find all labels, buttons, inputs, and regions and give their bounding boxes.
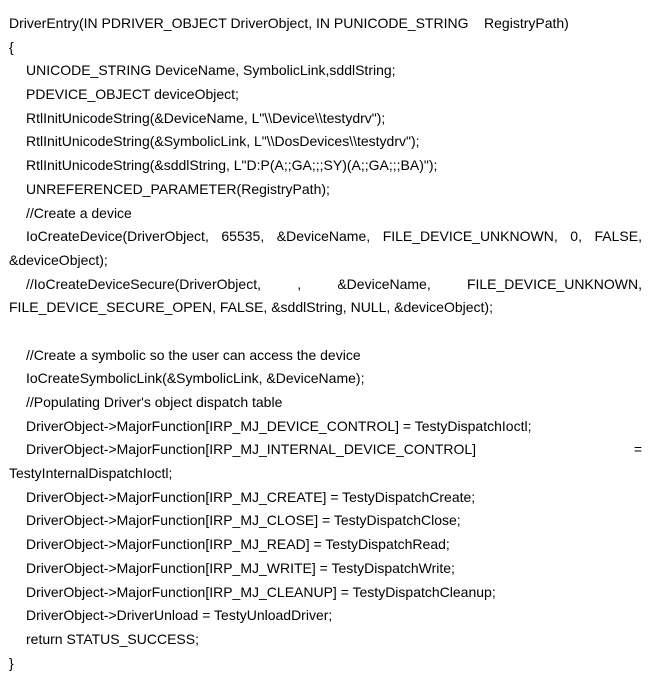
code-line-blank <box>9 320 642 344</box>
code-line-internal-device-control <box>9 438 642 462</box>
code-line-internal-dispatch-ioctl: TestyInternalDispatchIoctl; <box>9 465 173 482</box>
code-line-declare-device-object: PDEVICE_OBJECT deviceObject; <box>26 86 239 103</box>
code-line-irp-read: DriverObject->MajorFunction[IRP_MJ_READ] = TestyDispatchRead; <box>26 536 450 553</box>
code-line-irp-create: DriverObject->MajorFunction[IRP_MJ_CREATE] = TestyDispatchCreate; <box>26 488 476 505</box>
code-word: &DeviceName, <box>276 228 371 245</box>
code-word: &DeviceName, <box>337 275 431 292</box>
code-line-close-brace: } <box>9 654 14 671</box>
code-line-io-create-device-secure <box>9 273 642 297</box>
code-line-unreferenced-parameter: UNREFERENCED_PARAMETER(RegistryPath); <box>26 180 330 197</box>
code-line-init-sddl-string: RtlInitUnicodeString(&sddlString, L"D:P(A;;GA;;;SY)(A;;GA;;;BA)"); <box>26 157 438 174</box>
code-line-comment-dispatch-table: //Populating Driver's object dispatch table <box>26 394 283 410</box>
code-line-init-symbolic-link: RtlInitUnicodeString(&SymbolicLink, L"\\DosDevices\\testydrv"); <box>26 133 420 150</box>
code-line-device-object-arg: &deviceObject); <box>9 251 108 268</box>
code-line-function-signature: DriverEntry(IN PDRIVER_OBJECT DriverObject, IN PUNICODE_STRING RegistryPath) <box>9 15 569 31</box>
code-line-create-symbolic-link: IoCreateSymbolicLink(&SymbolicLink, &DeviceName); <box>26 370 365 387</box>
code-line-driver-unload: DriverObject->DriverUnload = TestyUnloadDriver; <box>26 607 333 624</box>
code-line-comment-symbolic: //Create a symbolic so the user can access the device <box>26 346 361 363</box>
code-word: DriverObject->MajorFunction[IRP_MJ_INTERNAL_DEVICE_CONTROL] <box>26 441 477 458</box>
code-line-irp-write: DriverObject->MajorFunction[IRP_MJ_WRITE] = TestyDispatchWrite; <box>26 559 455 576</box>
code-word: FILE_DEVICE_UNKNOWN, <box>382 228 558 245</box>
code-word: FALSE, <box>594 228 642 245</box>
code-line-irp-cleanup: DriverObject->MajorFunction[IRP_MJ_CLEANUP] = TestyDispatchCleanup; <box>26 583 496 600</box>
code-line-comment-create-device: //Create a device <box>26 204 132 221</box>
code-line-io-create-device <box>9 225 642 249</box>
code-word: IoCreateDevice(DriverObject, <box>26 228 209 245</box>
code-word: = <box>633 441 642 458</box>
code-line-init-device-name: RtlInitUnicodeString(&DeviceName, L"\\Device\\testydrv"); <box>26 109 386 126</box>
code-word: //IoCreateDeviceSecure(DriverObject, <box>26 275 261 292</box>
code-line-return: return STATUS_SUCCESS; <box>26 630 199 647</box>
code-document <box>9 12 642 675</box>
code-line-declare-strings: UNICODE_STRING DeviceName, SymbolicLink,sddlString; <box>26 62 396 79</box>
code-word: , <box>297 275 302 292</box>
code-line-secure-open-args: FILE_DEVICE_SECURE_OPEN, FALSE, &sddlString, NULL, &deviceObject); <box>9 299 493 316</box>
code-line-irp-close: DriverObject->MajorFunction[IRP_MJ_CLOSE] = TestyDispatchClose; <box>26 512 461 529</box>
code-line-open-brace: { <box>9 38 14 55</box>
code-word: 65535, <box>221 228 265 245</box>
code-word: 0, <box>570 228 582 245</box>
code-line-device-control: DriverObject->MajorFunction[IRP_MJ_DEVICE_CONTROL] = TestyDispatchIoctl; <box>26 417 532 434</box>
code-word: FILE_DEVICE_UNKNOWN, <box>466 275 642 292</box>
